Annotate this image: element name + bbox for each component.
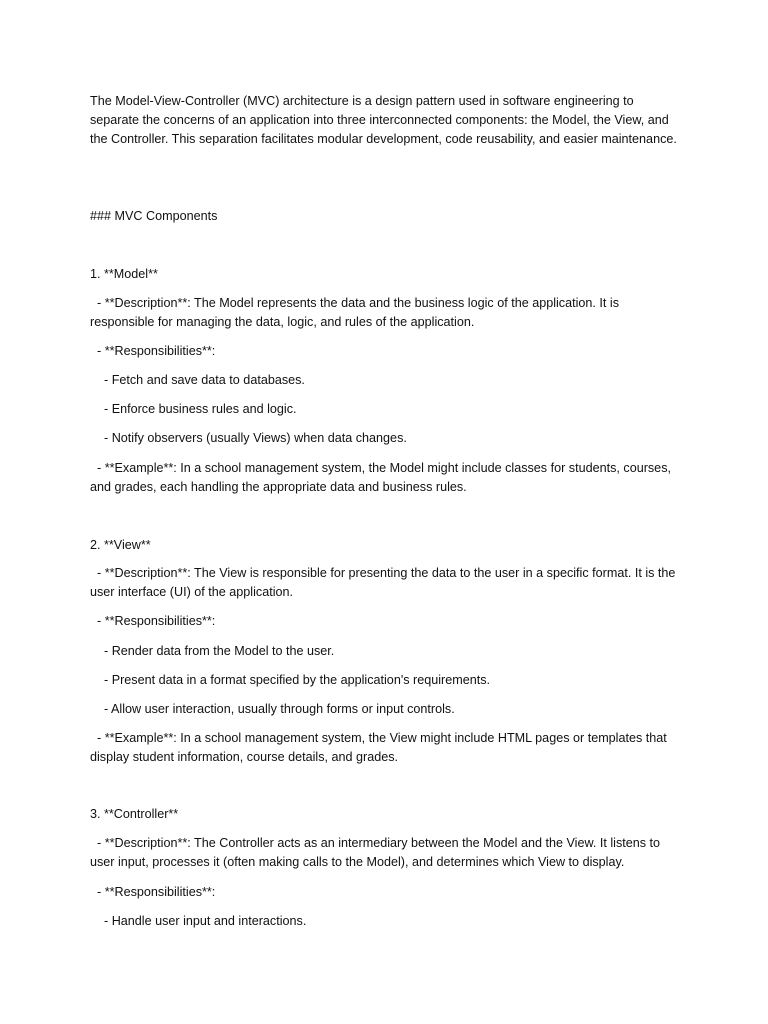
view-title: 2. **View** [90,538,151,552]
view-responsibilities-label: - **Responsibilities**: [90,614,216,628]
model-responsibility-item: - Notify observers (usually Views) when data changes. [90,431,407,445]
view-description: - **Description**: The View is responsible for presenting the data to the user in a specific format. It is the user interface (UI) of the application. [90,566,679,599]
controller-responsibility-item: - Handle user input and interactions. [90,914,307,928]
view-example: - **Example**: In a school management system, the View might include HTML pages or templates that display student information, course details, and grades. [90,731,671,764]
controller-title: 3. **Controller** [90,807,179,821]
model-title: 1. **Model** [90,267,158,281]
model-responsibility-item: - Fetch and save data to databases. [90,373,305,387]
model-example: - **Example**: In a school management system, the Model might include classes for students, courses, and grades, each handling the appropriate data and business rules. [90,461,675,494]
controller-description: - **Description**: The Controller acts as an intermediary between the Model and the View. It listens to user input, processes it (often making calls to the Model), and determines which View to display. [90,836,664,869]
model-description: - **Description**: The Model represents the data and the business logic of the application. It is responsible for managing the data, logic, and rules of the application. [90,296,623,329]
view-responsibility-item: - Allow user interaction, usually through forms or input controls. [90,702,455,716]
intro-paragraph: The Model-View-Controller (MVC) architecture is a design pattern used in software engineering to separate the concerns of an application into three interconnected components: the Model, the View, and the Controller. This separation facilitates modular development, code reusability, and easier maintenance. [90,94,677,146]
controller-responsibilities-label: - **Responsibilities**: [90,885,216,899]
section-heading: ### MVC Components [90,209,218,223]
model-responsibilities-label: - **Responsibilities**: [90,344,216,358]
view-responsibility-item: - Present data in a format specified by the application's requirements. [90,673,491,687]
view-responsibility-item: - Render data from the Model to the user. [90,644,335,658]
model-responsibility-item: - Enforce business rules and logic. [90,402,297,416]
